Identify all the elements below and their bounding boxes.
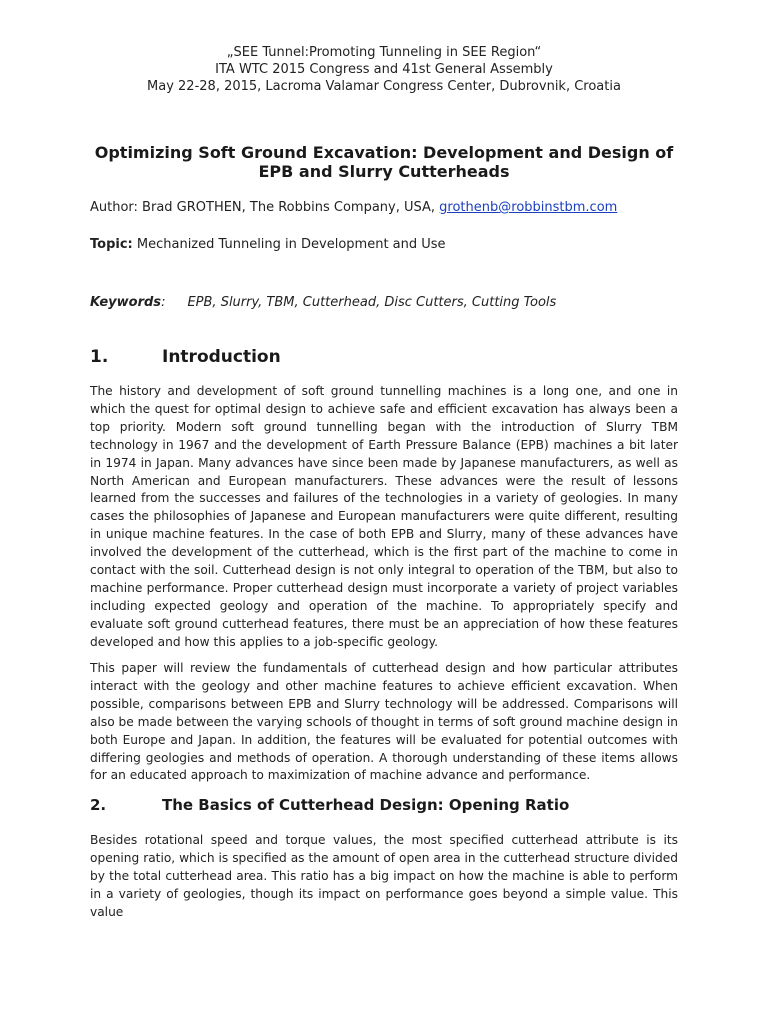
author-email-link[interactable]: grothenb@robbinstbm.com: [439, 200, 618, 215]
section-heading-introduction: [90, 346, 281, 368]
conference-line-3: May 22-28, 2015, Lacroma Valamar Congress Center, Dubrovnik, Croatia: [147, 79, 621, 94]
topic-label: Topic:: [90, 237, 133, 252]
conference-line-1: „SEE Tunnel:Promoting Tunneling in SEE Region“: [226, 45, 542, 60]
conference-header: [88, 44, 680, 95]
author-text: Author: Brad GROTHEN, The Robbins Company, USA,: [90, 200, 440, 215]
section-number: 1.: [90, 347, 109, 367]
author-line: [90, 199, 690, 216]
topic-value: Mechanized Tunneling in Development and Use: [132, 237, 446, 252]
paragraph-intro-2: This paper will review the fundamentals of cutterhead design and how particular attributes interact with the geology and other machine features to achieve efficient excavation. When possible, comparisons between EPB and Slurry technology will be addressed. Comparisons will also be made between the varying schools of thought in terms of soft ground machine design in both Europe and Japan. In addition, the features will be evaluated for potential outcomes with differing geologies and methods of operation. A thorough understanding of these items allows for an educated approach to maximization of machine advance and performance.: [90, 661, 678, 783]
keywords-line: [90, 294, 690, 311]
paragraph-opening-ratio-1: Besides rotational speed and torque values, the most specified cutterhead attribute is its opening ratio, which is specified as the amount of open area in the cutterhead structure divided by the total cutterhead area. This ratio has a big impact on how the machine is able to perform in a variety of geologies, though its impact on performance goes beyond a simple value. This value: [90, 833, 678, 919]
keywords-colon: :: [161, 295, 166, 310]
topic-line: [90, 236, 690, 253]
keywords-label: Keywords: [90, 295, 162, 310]
section-number: 2.: [90, 796, 107, 814]
paper-title: Optimizing Soft Ground Excavation: Development and Design of EPB and Slurry Cutterheads: [94, 143, 674, 181]
conference-line-2: ITA WTC 2015 Congress and 41st General Assembly: [215, 62, 553, 77]
section-heading-opening-ratio: [90, 795, 569, 815]
section-title: Introduction: [162, 347, 281, 367]
paragraph-intro-1: The history and development of soft ground tunnelling machines is a long one, and one in which the quest for optimal design to achieve safe and efficient excavation has always been a top priority. Modern soft ground tunnelling began with the introduction of Slurry TBM technology in 1967 and the development of Earth Pressure Balance (EPB) machines a bit later in 1974 in Japan. Many advances have since been made by Japanese manufacturers, as well as North American and European manufacturers. These advances were the result of lessons learned from the successes and failures of the technologies in a variety of geologies. In many cases the philosophies of Japanese and European manufacturers were quite different, resulting in unique machine features. In the case of both EPB and Slurry, many of these advances have involved the development of the cutterhead, which is the first part of the machine to come in contact with the soil. Cutterhead design is not only integral to operation of the TBM, but also to machine performance. Proper cutterhead design must incorporate a variety of project variables including expected geology and operation of the machine. To appropriately specify and evaluate soft ground cutterhead features, there must be an appreciation of how these features developed and how this applies to a job-specific geology.: [90, 384, 678, 649]
keywords-value: EPB, Slurry, TBM, Cutterhead, Disc Cutters, Cutting Tools: [187, 295, 557, 310]
section-title: The Basics of Cutterhead Design: Opening Ratio: [162, 796, 570, 814]
